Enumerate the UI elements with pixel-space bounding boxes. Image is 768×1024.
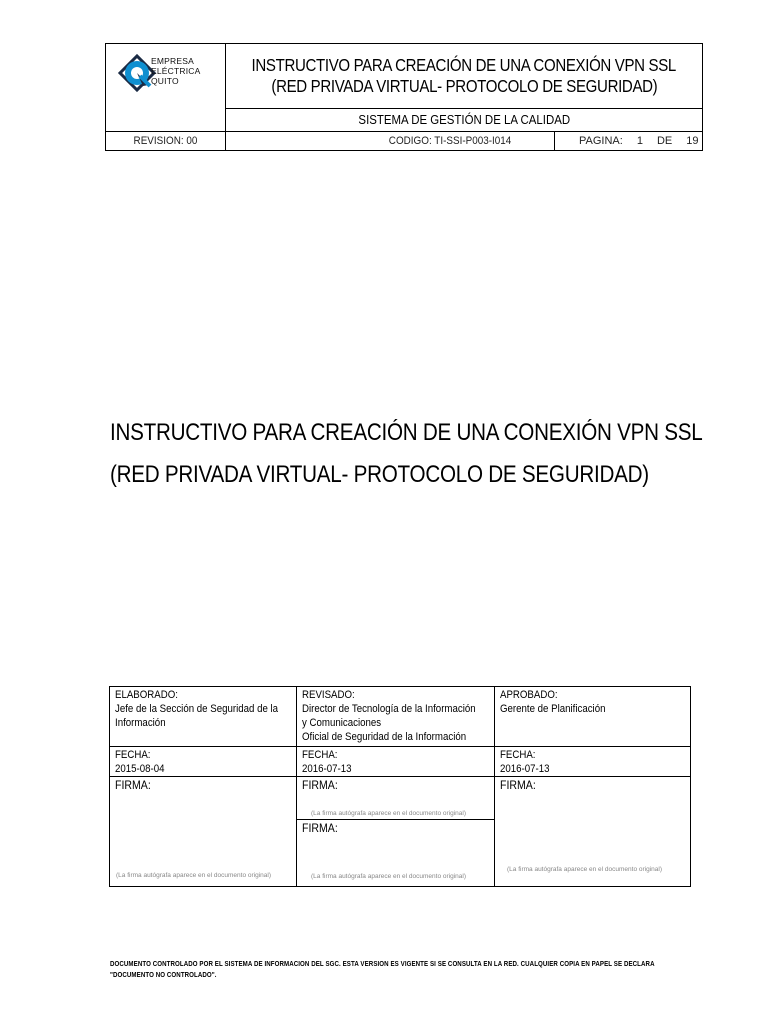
firma-aprobado-cell xyxy=(494,776,690,886)
code-field: CODIGO: TI-SSI-P003-I014 xyxy=(388,135,512,147)
approval-table xyxy=(109,686,691,887)
fecha-aprobado-cell xyxy=(494,746,690,776)
footer-line1: DOCUMENTO CONTROLADO POR EL SISTEMA DE INFORMACION DEL SGC. ESTA VERSION ES VIGENTE SI SE CONSULTA EN LA RED. CUALQUIER COPIA EN PAPEL SE DECLARA xyxy=(110,959,655,968)
revisado-role-line3: Oficial de Seguridad de la Información xyxy=(302,731,467,743)
aprobado-label: APROBADO: xyxy=(500,689,558,701)
document-title-line1: INSTRUCTIVO PARA CREACIÓN DE UNA CONEXIÓN VPN SSL xyxy=(110,419,703,446)
fecha-revisado-cell xyxy=(296,746,494,776)
aprobado-role-line1: Gerente de Planificación xyxy=(500,703,606,715)
signature-note: (La firma autógrafa aparece en el documento original) xyxy=(507,866,663,873)
revisado-label: REVISADO: xyxy=(302,689,355,701)
fecha-label: FECHA: xyxy=(115,749,151,761)
document-title xyxy=(110,412,703,496)
elaborado-role-line1: Jefe de la Sección de Seguridad de la xyxy=(115,703,279,715)
revisado-cell xyxy=(296,687,494,746)
firma-label: FIRMA: xyxy=(302,778,338,792)
header-meta-row xyxy=(106,131,702,151)
fecha-elaborado-value: 2015-08-04 xyxy=(115,763,165,775)
fecha-elaborado-cell xyxy=(110,746,296,776)
company-name: EMPRESA ELÉCTRICA QUITO xyxy=(151,56,201,86)
fecha-label: FECHA: xyxy=(302,749,338,761)
signature-note: (La firma autógrafa aparece en el documento original) xyxy=(311,810,467,817)
elaborado-role-line2: Información xyxy=(115,717,166,729)
firma-label: FIRMA: xyxy=(500,778,536,792)
signature-note: (La firma autógrafa aparece en el documento original) xyxy=(116,872,272,879)
fecha-aprobado-value: 2016-07-13 xyxy=(500,763,550,775)
fecha-label: FECHA: xyxy=(500,749,536,761)
elaborado-label: ELABORADO: xyxy=(115,689,178,701)
firma-label: FIRMA: xyxy=(115,778,151,792)
elaborado-cell xyxy=(110,687,296,746)
firma-revisado-cell-2 xyxy=(296,819,494,886)
document-header xyxy=(105,43,703,151)
document-title-line2: (RED PRIVADA VIRTUAL- PROTOCOLO DE SEGURIDAD) xyxy=(110,461,649,488)
footer-line2: "DOCUMENTO NO CONTROLADO". xyxy=(110,970,217,979)
quality-system-label: SISTEMA DE GESTIÓN DE LA CALIDAD xyxy=(226,108,702,131)
page-number-field: PAGINA: 1 DE 19 xyxy=(554,132,702,151)
revisado-role-line1: Director de Tecnología de la Información xyxy=(302,703,476,715)
revision-field: REVISION: 00 xyxy=(106,132,226,151)
header-title xyxy=(226,44,702,108)
logo-cell xyxy=(106,44,226,131)
firma-elaborado-cell xyxy=(110,776,296,886)
header-title-line1: INSTRUCTIVO PARA CREACIÓN DE UNA CONEXIÓN VPN SSL xyxy=(251,55,677,75)
firma-revisado-cell-1 xyxy=(296,776,494,819)
revisado-role-line2: y Comunicaciones xyxy=(302,717,382,729)
document-footer xyxy=(110,958,700,980)
fecha-revisado-value: 2016-07-13 xyxy=(302,763,352,775)
signature-note: (La firma autógrafa aparece en el documento original) xyxy=(311,873,467,880)
header-title-line2: (RED PRIVADA VIRTUAL- PROTOCOLO DE SEGURIDAD) xyxy=(271,76,657,96)
firma-label: FIRMA: xyxy=(302,821,338,835)
aprobado-cell xyxy=(494,687,690,746)
